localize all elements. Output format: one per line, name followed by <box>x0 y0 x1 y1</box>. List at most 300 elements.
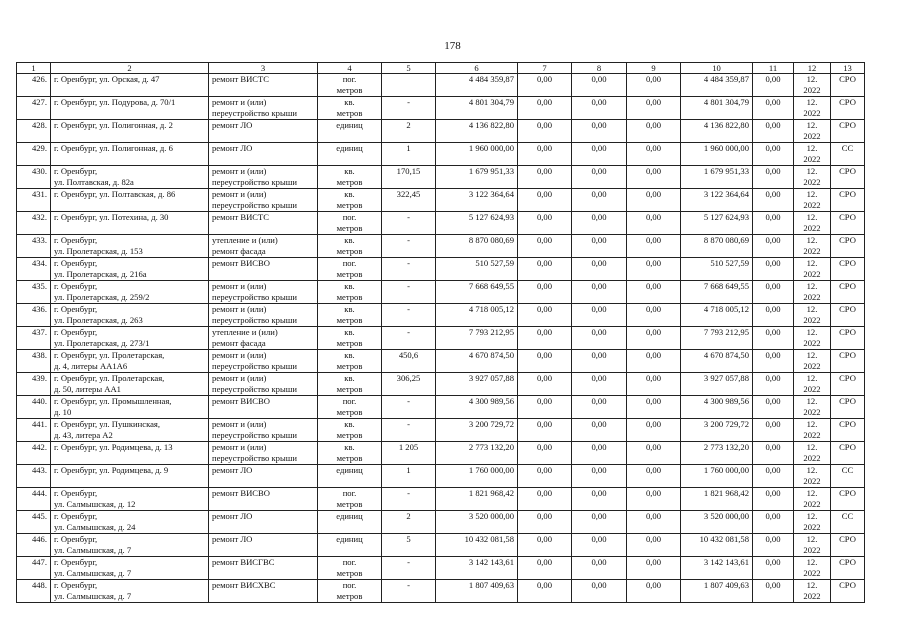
unit-cell-line: метров <box>336 430 363 440</box>
column-header: 1 <box>17 63 51 74</box>
value-cell: 0,00 <box>627 373 681 396</box>
method-cell: СРО <box>831 557 865 580</box>
total-cost-cell: 2 773 132,20 <box>436 442 518 465</box>
value-cell: 0,00 <box>518 281 572 304</box>
total-cost-cell: 3 520 000,00 <box>436 511 518 534</box>
work-type-cell <box>209 419 318 442</box>
row-number-cell: 430. <box>17 166 51 189</box>
work-type-cell <box>209 281 318 304</box>
address-cell <box>51 557 209 580</box>
method-cell: СРО <box>831 74 865 97</box>
period-cell <box>794 327 831 350</box>
volume-cell: - <box>382 419 436 442</box>
address-cell-line: г. Оренбург, <box>54 281 98 291</box>
total-cost-cell: 7 668 649,55 <box>436 281 518 304</box>
work-type-cell-line: ремонт ВИСВО <box>212 258 270 268</box>
method-cell: СС <box>831 143 865 166</box>
unit-cell-line: кв. <box>344 166 355 176</box>
unit-cell <box>318 281 382 304</box>
value-cell: 0,00 <box>518 373 572 396</box>
unit-cell-line: кв. <box>344 350 355 360</box>
work-type-cell <box>209 143 318 166</box>
method-cell: СРО <box>831 327 865 350</box>
total-cost-cell: 4 718 005,12 <box>436 304 518 327</box>
period-cell <box>794 396 831 419</box>
work-type-cell-line: переустройство крыши <box>212 200 297 210</box>
total-cost-cell: 4 670 874,50 <box>436 350 518 373</box>
value-cell: 0,00 <box>627 189 681 212</box>
column-header: 10 <box>681 63 753 74</box>
work-type-cell-line: ремонт ЛО <box>212 120 253 130</box>
volume-cell: - <box>382 580 436 603</box>
unit-cell-line: метров <box>336 177 363 187</box>
table-row <box>17 396 865 419</box>
period-cell <box>794 212 831 235</box>
address-cell-line: г. Оренбург, ул. Подурова, д. 70/1 <box>54 97 176 107</box>
address-cell-line: ул. Пролетарская, д. 216а <box>54 269 147 279</box>
total-cost-cell: 4 801 304,79 <box>436 97 518 120</box>
address-cell <box>51 580 209 603</box>
total-cost-cell: 7 793 212,95 <box>436 327 518 350</box>
period-cell-line: 12. <box>806 465 818 475</box>
volume-cell: - <box>382 557 436 580</box>
total-cost-cell: 3 122 364,64 <box>436 189 518 212</box>
address-cell-line: г. Оренбург, <box>54 557 98 567</box>
address-cell <box>51 373 209 396</box>
table-row <box>17 419 865 442</box>
total-cost-cell: 3 927 057,88 <box>436 373 518 396</box>
value-cell: 0,00 <box>572 97 627 120</box>
address-cell <box>51 74 209 97</box>
unit-cell-line: метров <box>336 361 363 371</box>
row-number-cell: 439. <box>17 373 51 396</box>
owners-funds-cell: 10 432 081,58 <box>681 534 753 557</box>
value-cell: 0,00 <box>572 557 627 580</box>
period-cell-line: 2022 <box>803 453 821 463</box>
unit-cell-line: кв. <box>344 235 355 245</box>
address-cell-line: г. Оренбург, ул. Пролетарская, <box>54 373 165 383</box>
value-cell: 0,00 <box>627 511 681 534</box>
period-cell-line: 12. <box>806 212 818 222</box>
owners-funds-cell: 1 679 951,33 <box>681 166 753 189</box>
row-number-cell: 429. <box>17 143 51 166</box>
method-cell: СРО <box>831 235 865 258</box>
row-number-cell: 443. <box>17 465 51 488</box>
address-cell <box>51 235 209 258</box>
value-cell: 0,00 <box>627 442 681 465</box>
column-number-row <box>17 63 865 74</box>
value-cell: 0,00 <box>753 419 794 442</box>
table-row <box>17 166 865 189</box>
period-cell-line: 2022 <box>803 407 821 417</box>
row-number-cell: 440. <box>17 396 51 419</box>
owners-funds-cell: 4 136 822,80 <box>681 120 753 143</box>
unit-cell-line: метров <box>336 568 363 578</box>
work-type-cell-line: ремонт ЛО <box>212 143 253 153</box>
address-cell-line: г. Оренбург, <box>54 511 98 521</box>
address-cell-line: г. Оренбург, <box>54 304 98 314</box>
address-cell-line: ул. Салмышская, д. 7 <box>54 591 132 601</box>
owners-funds-cell: 1 807 409,63 <box>681 580 753 603</box>
period-cell <box>794 143 831 166</box>
address-cell <box>51 465 209 488</box>
volume-cell: - <box>382 304 436 327</box>
work-type-cell <box>209 396 318 419</box>
period-cell-line: 12. <box>806 557 818 567</box>
address-cell-line: г. Оренбург, ул. Потехина, д. 30 <box>54 212 169 222</box>
period-cell-line: 12. <box>806 258 818 268</box>
value-cell: 0,00 <box>753 166 794 189</box>
table-row <box>17 74 865 97</box>
address-cell <box>51 97 209 120</box>
work-type-cell-line: ремонт фасада <box>212 338 266 348</box>
value-cell: 0,00 <box>572 511 627 534</box>
value-cell: 0,00 <box>627 557 681 580</box>
address-cell-line: г. Оренбург, <box>54 534 98 544</box>
address-cell-line: ул. Полтавская, д. 82а <box>54 177 134 187</box>
unit-cell <box>318 373 382 396</box>
column-header: 7 <box>518 63 572 74</box>
value-cell: 0,00 <box>627 488 681 511</box>
work-type-cell <box>209 350 318 373</box>
table-row <box>17 258 865 281</box>
work-type-cell-line: переустройство крыши <box>212 384 297 394</box>
unit-cell-line: метров <box>336 591 363 601</box>
value-cell: 0,00 <box>753 327 794 350</box>
address-cell <box>51 304 209 327</box>
method-cell: СРО <box>831 396 865 419</box>
value-cell: 0,00 <box>572 396 627 419</box>
period-cell <box>794 304 831 327</box>
period-cell-line: 2022 <box>803 568 821 578</box>
column-header: 3 <box>209 63 318 74</box>
total-cost-cell: 3 200 729,72 <box>436 419 518 442</box>
period-cell-line: 12. <box>806 419 818 429</box>
work-type-cell-line: ремонт ВИСВО <box>212 488 270 498</box>
work-type-cell <box>209 327 318 350</box>
work-type-cell-line: ремонт ЛО <box>212 511 253 521</box>
address-cell-line: г. Оренбург, ул. Родимцева, д. 13 <box>54 442 173 452</box>
total-cost-cell: 1 760 000,00 <box>436 465 518 488</box>
value-cell: 0,00 <box>518 511 572 534</box>
work-type-cell <box>209 465 318 488</box>
value-cell: 0,00 <box>753 442 794 465</box>
work-type-cell <box>209 304 318 327</box>
work-type-cell <box>209 189 318 212</box>
column-header: 5 <box>382 63 436 74</box>
address-cell <box>51 258 209 281</box>
unit-cell <box>318 350 382 373</box>
work-type-cell <box>209 120 318 143</box>
unit-cell-line: пог. <box>342 396 357 406</box>
period-cell-line: 2022 <box>803 499 821 509</box>
address-cell <box>51 511 209 534</box>
address-cell-line: г. Оренбург, ул. Полтавская, д. 86 <box>54 189 176 199</box>
method-cell: СРО <box>831 373 865 396</box>
total-cost-cell: 4 300 989,56 <box>436 396 518 419</box>
row-number-cell: 435. <box>17 281 51 304</box>
column-header: 8 <box>572 63 627 74</box>
volume-cell: 2 <box>382 120 436 143</box>
value-cell: 0,00 <box>753 281 794 304</box>
value-cell: 0,00 <box>753 189 794 212</box>
address-cell <box>51 396 209 419</box>
value-cell: 0,00 <box>753 534 794 557</box>
period-cell-line: 2022 <box>803 292 821 302</box>
unit-cell <box>318 327 382 350</box>
method-cell: СРО <box>831 97 865 120</box>
column-header: 9 <box>627 63 681 74</box>
address-cell <box>51 166 209 189</box>
unit-cell-line: единиц <box>336 511 363 521</box>
method-cell: СРО <box>831 189 865 212</box>
method-cell: СС <box>831 511 865 534</box>
method-cell: СРО <box>831 120 865 143</box>
owners-funds-cell: 4 484 359,87 <box>681 74 753 97</box>
table-row <box>17 442 865 465</box>
period-cell <box>794 189 831 212</box>
value-cell: 0,00 <box>572 465 627 488</box>
value-cell: 0,00 <box>572 143 627 166</box>
value-cell: 0,00 <box>572 212 627 235</box>
work-type-cell-line: ремонт ВИСВО <box>212 396 270 406</box>
work-type-cell-line: переустройство крыши <box>212 453 297 463</box>
total-cost-cell: 8 870 080,69 <box>436 235 518 258</box>
unit-cell <box>318 465 382 488</box>
unit-cell <box>318 511 382 534</box>
value-cell: 0,00 <box>753 212 794 235</box>
work-type-cell-line: переустройство крыши <box>212 292 297 302</box>
total-cost-cell: 3 142 143,61 <box>436 557 518 580</box>
value-cell: 0,00 <box>753 143 794 166</box>
total-cost-cell: 10 432 081,58 <box>436 534 518 557</box>
period-cell-line: 2022 <box>803 384 821 394</box>
volume-cell: 170,15 <box>382 166 436 189</box>
value-cell: 0,00 <box>572 189 627 212</box>
period-cell-line: 12. <box>806 235 818 245</box>
volume-cell: 2 <box>382 511 436 534</box>
page-number: 178 <box>444 40 461 52</box>
period-cell-line: 12. <box>806 396 818 406</box>
row-number-cell: 428. <box>17 120 51 143</box>
volume-cell: - <box>382 97 436 120</box>
period-cell <box>794 534 831 557</box>
value-cell: 0,00 <box>753 120 794 143</box>
owners-funds-cell: 1 821 968,42 <box>681 488 753 511</box>
period-cell-line: 12. <box>806 74 818 84</box>
volume-cell: 1 <box>382 143 436 166</box>
value-cell: 0,00 <box>572 74 627 97</box>
work-type-cell-line: ремонт и (или) <box>212 350 267 360</box>
table-row <box>17 488 865 511</box>
volume-cell: 450,6 <box>382 350 436 373</box>
value-cell: 0,00 <box>627 166 681 189</box>
work-type-cell-line: переустройство крыши <box>212 108 297 118</box>
address-cell <box>51 442 209 465</box>
method-cell: СРО <box>831 166 865 189</box>
value-cell: 0,00 <box>518 97 572 120</box>
period-cell <box>794 235 831 258</box>
unit-cell-line: пог. <box>342 557 357 567</box>
value-cell: 0,00 <box>518 580 572 603</box>
address-cell-line: г. Оренбург, ул. Пролетарская, <box>54 350 165 360</box>
unit-cell-line: кв. <box>344 304 355 314</box>
work-type-cell-line: утепление и (или) <box>212 327 278 337</box>
period-cell-line: 12. <box>806 488 818 498</box>
value-cell: 0,00 <box>518 189 572 212</box>
total-cost-cell: 4 136 822,80 <box>436 120 518 143</box>
value-cell: 0,00 <box>572 258 627 281</box>
period-cell-line: 2022 <box>803 223 821 233</box>
unit-cell <box>318 166 382 189</box>
value-cell: 0,00 <box>518 327 572 350</box>
address-cell-line: ул. Салмышская, д. 24 <box>54 522 136 532</box>
table-row <box>17 120 865 143</box>
table-row <box>17 350 865 373</box>
table-row <box>17 304 865 327</box>
unit-cell-line: метров <box>336 223 363 233</box>
address-cell-line: ул. Пролетарская, д. 273/1 <box>54 338 150 348</box>
value-cell: 0,00 <box>518 557 572 580</box>
period-cell <box>794 419 831 442</box>
address-cell-line: г. Оренбург, <box>54 258 98 268</box>
value-cell: 0,00 <box>753 235 794 258</box>
work-type-cell-line: утепление и (или) <box>212 235 278 245</box>
value-cell: 0,00 <box>518 465 572 488</box>
value-cell: 0,00 <box>627 465 681 488</box>
row-number-cell: 446. <box>17 534 51 557</box>
unit-cell <box>318 534 382 557</box>
period-cell-line: 12. <box>806 580 818 590</box>
period-cell-line: 2022 <box>803 154 821 164</box>
unit-cell-line: пог. <box>342 258 357 268</box>
address-cell-line: г. Оренбург, ул. Пушкинская, <box>54 419 161 429</box>
method-cell: СРО <box>831 281 865 304</box>
period-cell-line: 2022 <box>803 522 821 532</box>
value-cell: 0,00 <box>518 120 572 143</box>
period-cell-line: 2022 <box>803 177 821 187</box>
table-row <box>17 212 865 235</box>
volume-cell: - <box>382 258 436 281</box>
work-type-cell <box>209 212 318 235</box>
total-cost-cell: 1 821 968,42 <box>436 488 518 511</box>
volume-cell: 5 <box>382 534 436 557</box>
work-type-cell-line: ремонт и (или) <box>212 97 267 107</box>
unit-cell <box>318 304 382 327</box>
work-type-cell <box>209 488 318 511</box>
address-cell-line: г. Оренбург, ул. Родимцева, д. 9 <box>54 465 169 475</box>
value-cell: 0,00 <box>518 419 572 442</box>
table-row <box>17 281 865 304</box>
table-row <box>17 580 865 603</box>
row-number-cell: 434. <box>17 258 51 281</box>
value-cell: 0,00 <box>572 281 627 304</box>
address-cell-line: г. Оренбург, <box>54 235 98 245</box>
unit-cell-line: пог. <box>342 580 357 590</box>
method-cell: СРО <box>831 212 865 235</box>
address-cell-line: г. Оренбург, ул. Орская, д. 47 <box>54 74 160 84</box>
address-cell <box>51 212 209 235</box>
unit-cell-line: метров <box>336 108 363 118</box>
period-cell <box>794 465 831 488</box>
volume-cell: - <box>382 212 436 235</box>
unit-cell <box>318 258 382 281</box>
value-cell: 0,00 <box>753 465 794 488</box>
total-cost-cell: 1 807 409,63 <box>436 580 518 603</box>
value-cell: 0,00 <box>627 350 681 373</box>
work-type-cell-line: переустройство крыши <box>212 315 297 325</box>
work-type-cell-line: ремонт ВИСТС <box>212 212 270 222</box>
address-cell-line: д. 50, литеры АА1 <box>54 384 121 394</box>
value-cell: 0,00 <box>627 419 681 442</box>
address-cell-line: г. Оренбург, <box>54 488 98 498</box>
value-cell: 0,00 <box>518 396 572 419</box>
period-cell-line: 12. <box>806 442 818 452</box>
owners-funds-cell: 3 200 729,72 <box>681 419 753 442</box>
column-header: 12 <box>794 63 831 74</box>
work-type-cell <box>209 373 318 396</box>
value-cell: 0,00 <box>627 143 681 166</box>
unit-cell-line: пог. <box>342 74 357 84</box>
row-number-cell: 444. <box>17 488 51 511</box>
address-cell-line: ул. Салмышская, д. 12 <box>54 499 136 509</box>
method-cell: СРО <box>831 442 865 465</box>
owners-funds-cell: 5 127 624,93 <box>681 212 753 235</box>
address-cell <box>51 189 209 212</box>
value-cell: 0,00 <box>753 97 794 120</box>
work-type-cell <box>209 442 318 465</box>
period-cell <box>794 120 831 143</box>
value-cell: 0,00 <box>627 281 681 304</box>
column-header: 4 <box>318 63 382 74</box>
row-number-cell: 441. <box>17 419 51 442</box>
total-cost-cell: 1 679 951,33 <box>436 166 518 189</box>
work-type-cell-line: ремонт ЛО <box>212 465 253 475</box>
value-cell: 0,00 <box>572 373 627 396</box>
unit-cell-line: единиц <box>336 143 363 153</box>
unit-cell <box>318 557 382 580</box>
period-cell-line: 12. <box>806 304 818 314</box>
address-cell-line: г. Оренбург, ул. Полигонная, д. 2 <box>54 120 173 130</box>
method-cell: СРО <box>831 580 865 603</box>
unit-cell-line: кв. <box>344 189 355 199</box>
row-number-cell: 427. <box>17 97 51 120</box>
unit-cell-line: единиц <box>336 534 363 544</box>
unit-cell <box>318 212 382 235</box>
value-cell: 0,00 <box>572 442 627 465</box>
period-cell-line: 2022 <box>803 131 821 141</box>
work-type-cell-line: ремонт и (или) <box>212 281 267 291</box>
period-cell-line: 2022 <box>803 246 821 256</box>
address-cell-line: д. 10 <box>54 407 72 417</box>
table-row <box>17 511 865 534</box>
method-cell: СРО <box>831 534 865 557</box>
unit-cell-line: метров <box>336 453 363 463</box>
total-cost-cell: 4 484 359,87 <box>436 74 518 97</box>
capital-repair-table <box>16 62 865 603</box>
value-cell: 0,00 <box>572 580 627 603</box>
unit-cell <box>318 488 382 511</box>
period-cell-line: 12. <box>806 120 818 130</box>
period-cell-line: 2022 <box>803 85 821 95</box>
period-cell-line: 12. <box>806 281 818 291</box>
value-cell: 0,00 <box>627 304 681 327</box>
period-cell-line: 12. <box>806 373 818 383</box>
unit-cell-line: кв. <box>344 281 355 291</box>
unit-cell <box>318 442 382 465</box>
column-header: 6 <box>436 63 518 74</box>
period-cell-line: 2022 <box>803 315 821 325</box>
